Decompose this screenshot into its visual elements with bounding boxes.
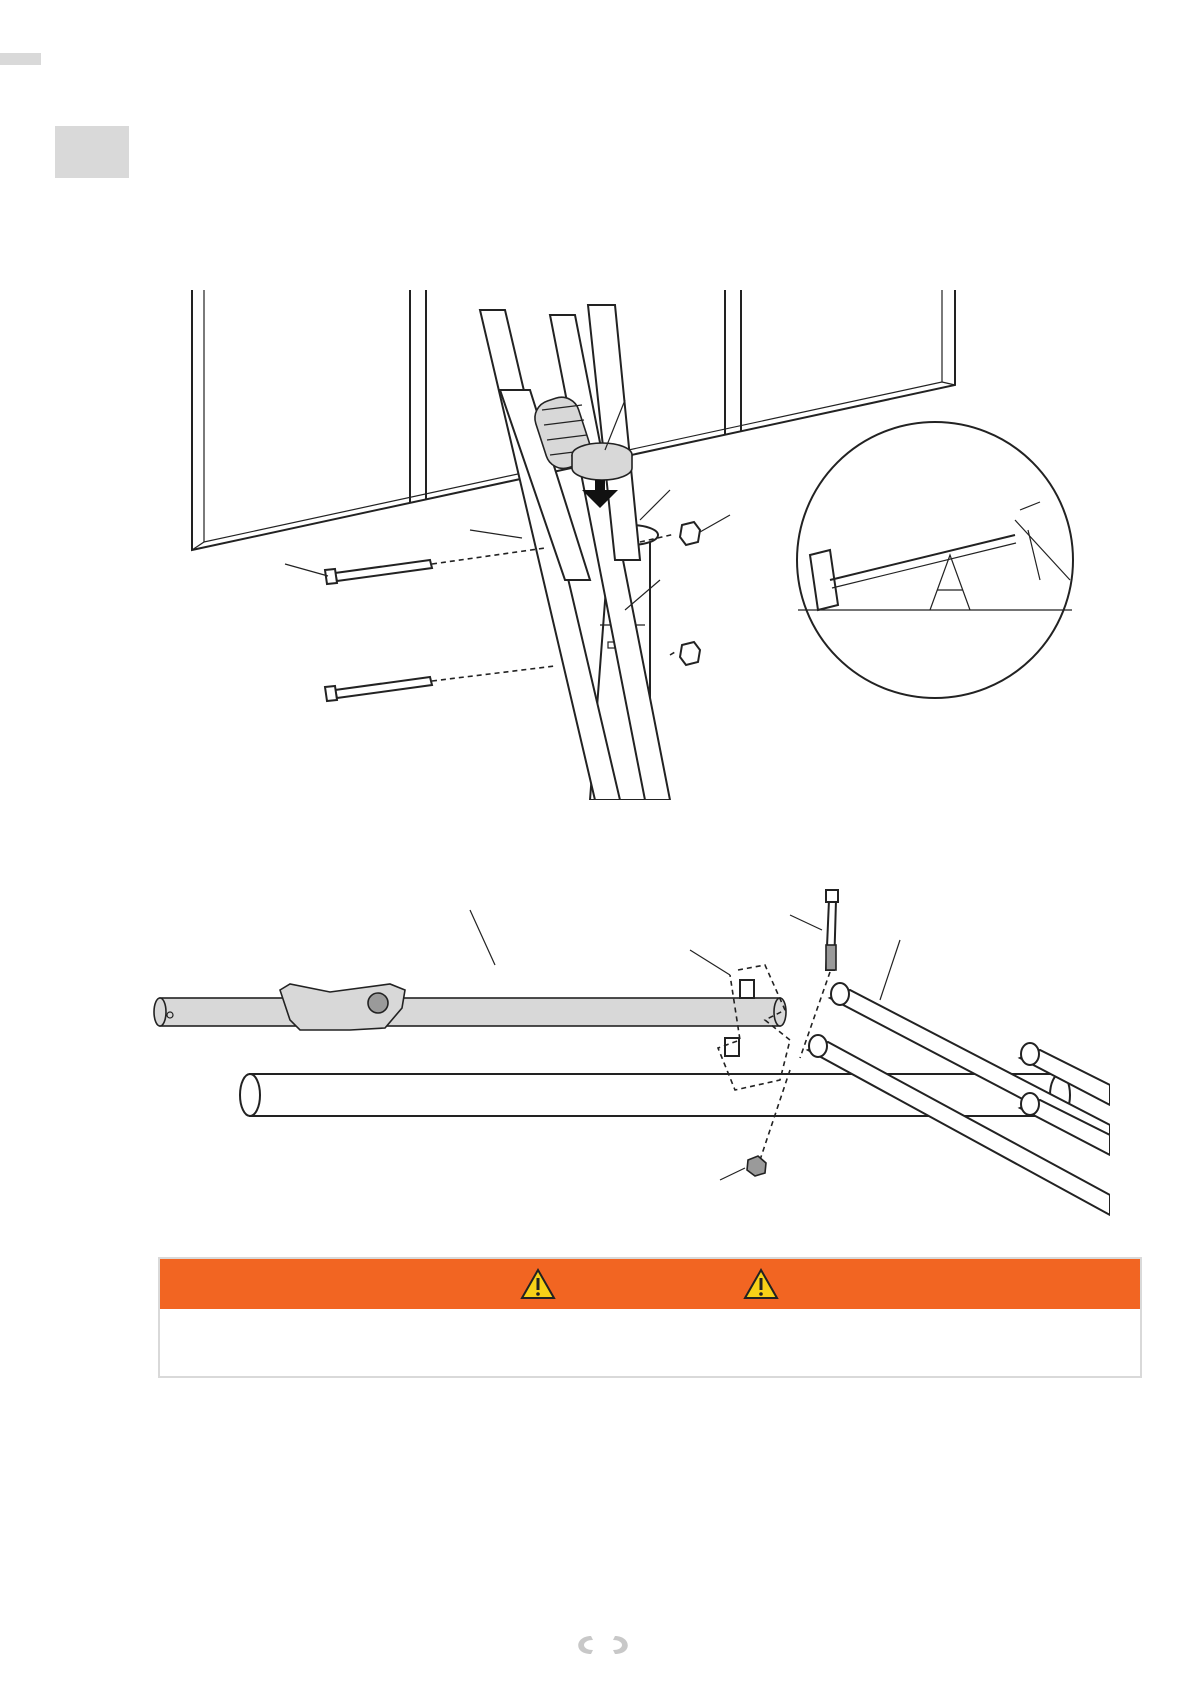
bolt — [826, 890, 838, 970]
bolt-lower — [325, 677, 432, 701]
warning-triangle-icon — [520, 1268, 556, 1300]
extension-pole — [154, 984, 786, 1030]
backboard-pole-assembly-illustration — [170, 280, 1110, 800]
nut-upper — [680, 522, 700, 545]
bolt-upper — [325, 560, 432, 584]
warning-header — [160, 1259, 1140, 1309]
warning-box — [158, 1257, 1142, 1378]
spacer-upper — [740, 980, 754, 998]
page-tab — [0, 53, 41, 65]
ladder-lift-detail-illustration — [797, 422, 1073, 698]
footer-logo — [563, 1630, 643, 1660]
pole-base-assembly-illustration — [140, 880, 1110, 1240]
nut-lower — [680, 642, 700, 665]
warning-text — [160, 1309, 1140, 1377]
warning-triangle-icon — [743, 1268, 779, 1300]
nut — [747, 1156, 766, 1176]
step-number-box — [55, 126, 129, 178]
